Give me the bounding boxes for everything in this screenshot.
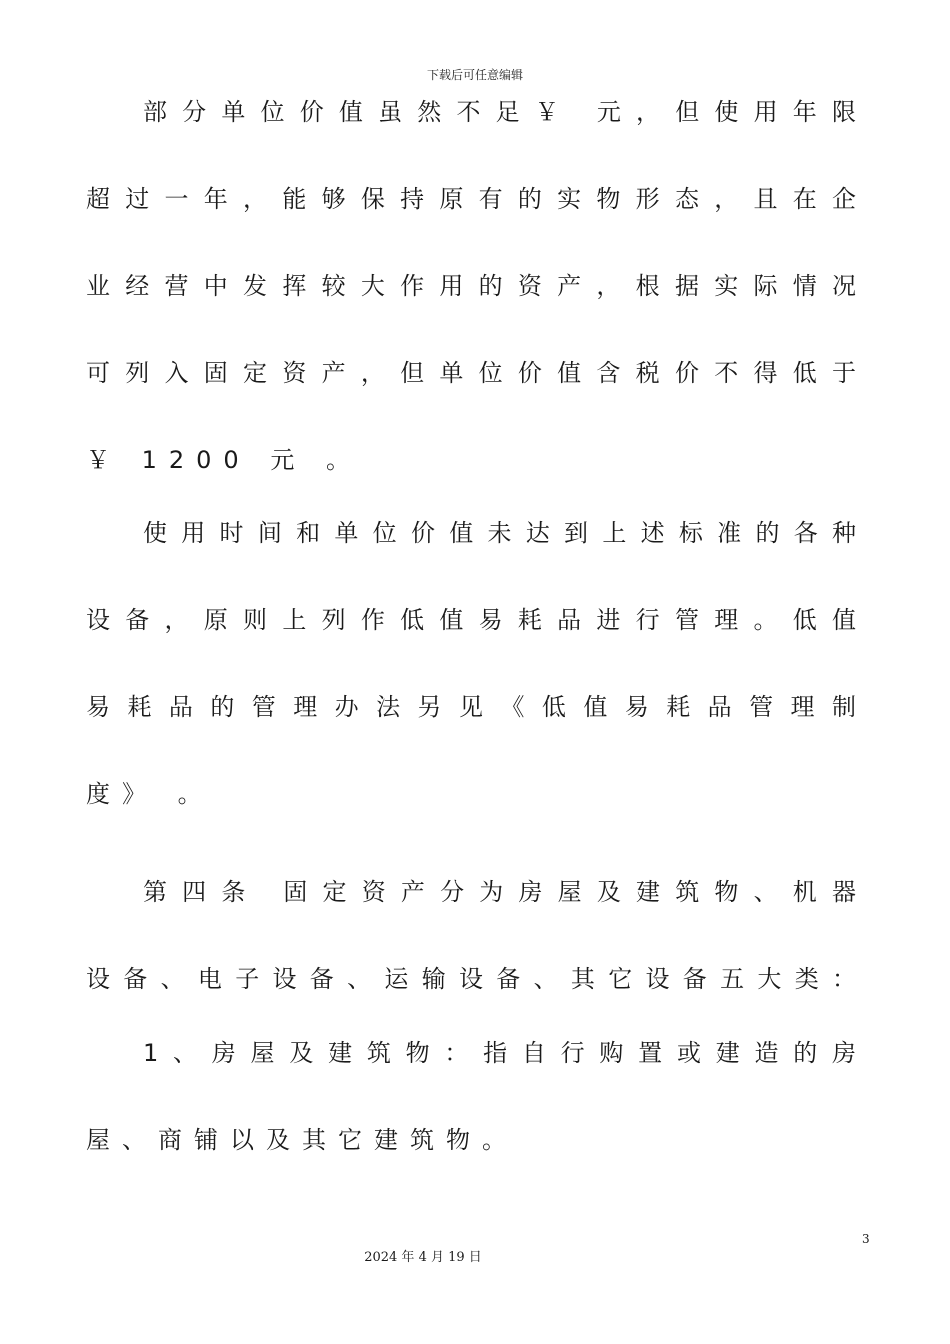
item-1-line-2: 屋、商铺以及其它建筑物。	[86, 1126, 518, 1154]
paragraph-1-line-5: ￥ 1200 元 。	[86, 446, 362, 474]
paragraph-2-line-2: 设备，原则上列作低值易耗品进行管理。低值	[86, 606, 856, 634]
paragraph-1-line-3: 业经营中发挥较大作用的资产，根据实际情况	[86, 272, 856, 300]
article-4-line-2: 设备、电子设备、运输设备、其它设备五大类：	[86, 965, 856, 993]
paragraph-2-line-4: 度》 。	[86, 780, 214, 808]
paragraph-1-line-4: 可列入固定资产，但单位价值含税价不得低于	[86, 359, 856, 387]
article-4-line-1: 第四条 固定资产分为房屋及建筑物、机器	[143, 878, 856, 906]
paragraph-2-line-3: 易耗品的管理办法另见《低值易耗品管理制	[86, 693, 856, 721]
page-number: 3	[862, 1232, 870, 1246]
paragraph-1-line-2: 超过一年，能够保持原有的实物形态，且在企	[86, 185, 856, 213]
paragraph-1-line-1: 部分单位价值虽然不足￥ 元，但使用年限	[143, 98, 856, 126]
page-header: 下载后可任意编辑	[426, 68, 523, 82]
paragraph-2-line-1: 使用时间和单位价值未达到上述标准的各种	[143, 519, 856, 547]
page-footer-date: 2024 年 4 月 19 日	[364, 1250, 482, 1265]
item-1-line-1: 1、房屋及建筑物：指自行购置或建造的房	[143, 1039, 856, 1067]
